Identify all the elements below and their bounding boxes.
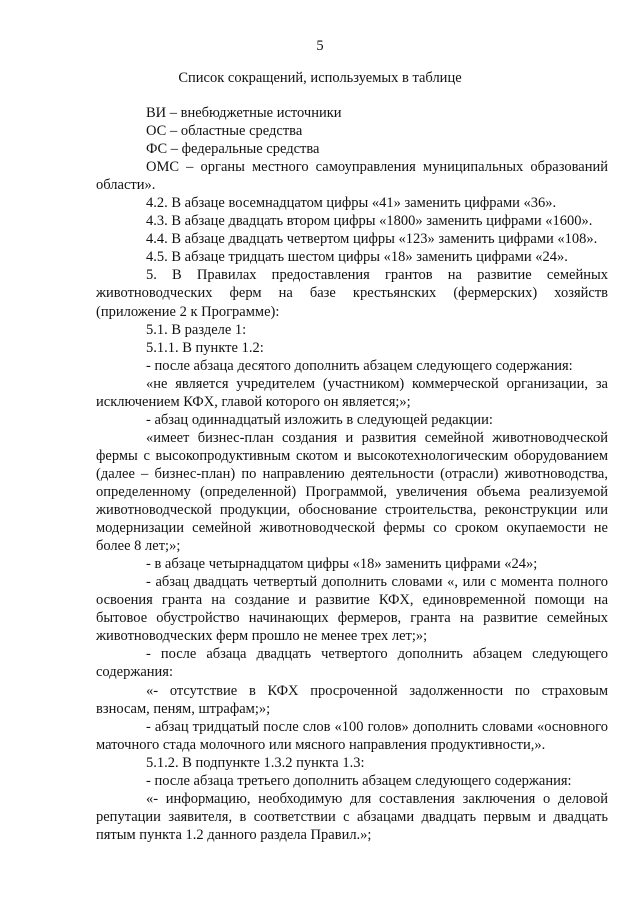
paragraph-4-2: 4.2. В абзаце восемнадцатом цифры «41» заменить цифрами «36». <box>146 195 557 212</box>
paragraph-abbr-vi: ВИ – внебюджетные источники <box>146 105 342 121</box>
paragraph-not-founder: «не является учредителем (участником) коммерческой организации, за исключением КФХ, главой которого он является;»; <box>96 375 608 410</box>
paragraph-abbr-fs: ФС – федеральные средства <box>146 141 320 158</box>
paragraph-after-twenty-fourth: - после абзаца двадцать четвертого дополнить абзацем следующего содержания: <box>96 646 608 681</box>
paragraph-no-debt: «- отсутствие в КФХ просроченной задолженности по страховым взносам, пеням, штрафам;»; <box>96 682 608 717</box>
paragraph-twenty-fourth: - абзац двадцать четвертый дополнить словами «, или с момента полного освоения гранта на создание и развитие КФХ, единовременной помощи на бытовое обустройство начинающих фермеров, гранта на развитие семейных животноводческих ферм прошло не менее трех лет;»; <box>96 574 608 645</box>
paragraph-4-3: 4.3. В абзаце двадцать втором цифры «1800» заменить цифрами «1600». <box>146 213 593 230</box>
paragraph-eleventh: - абзац одиннадцатый изложить в следующей редакции: <box>146 411 493 428</box>
paragraph-abbr-os: ОС – областные средства <box>146 123 303 140</box>
paragraph-5-1: 5.1. В разделе 1: <box>146 321 247 338</box>
page-number: 5 <box>316 38 324 54</box>
paragraph-5-1-2: 5.1.2. В подпункте 1.3.2 пункта 1.3: <box>146 754 365 771</box>
abbreviations-heading: Список сокращений, используемых в таблице <box>178 70 462 86</box>
paragraph-after-tenth: - после абзаца десятого дополнить абзацем следующего содержания: <box>146 357 573 374</box>
paragraph-business-plan: «имеет бизнес-план создания и развития семейной животноводческой фермы с высокопродуктивным скотом и высокотехнологическим оборудованием (далее – бизнес-план) по направлению деятельности (отрасли) животноводства, определенному (определенной) Программой, увеличения объема реализуемой животноводческой продукции, обоснование строительства, реконструкции или модернизации семейной животноводческой фермы со сроком окупаемости не более 8 лет;»; <box>96 429 608 555</box>
paragraph-thirtieth: - абзац тридцатый после слов «100 голов» дополнить словами «основного маточного стада молочного или мясного направления продуктивности,». <box>96 718 608 753</box>
paragraph-abbr-oms: ОМС – органы местного самоуправления муниципальных образований области». <box>96 159 608 194</box>
paragraph-reputation: «- информацию, необходимую для составления заключения о деловой репутации заявителя, в соответствии с абзацами двадцать первым и двадцать пятым пункта 1.2 данного раздела Правил.»; <box>96 790 608 843</box>
paragraph-4-5: 4.5. В абзаце тридцать шестом цифры «18» заменить цифрами «24». <box>146 249 568 266</box>
paragraph-after-third: - после абзаца третьего дополнить абзацем следующего содержания: <box>146 772 572 789</box>
paragraph-5-1-1: 5.1.1. В пункте 1.2: <box>146 339 264 356</box>
paragraph-fourteenth: - в абзаце четырнадцатом цифры «18» заменить цифрами «24»; <box>146 556 538 573</box>
paragraph-5: 5. В Правилах предоставления грантов на развитие семейных животноводческих ферм на базе крестьянских (фермерских) хозяйств (приложение 2 к Программе): <box>96 267 608 320</box>
document-body <box>96 104 608 844</box>
paragraph-4-4: 4.4. В абзаце двадцать четвертом цифры «123» заменить цифрами «108». <box>146 231 598 248</box>
